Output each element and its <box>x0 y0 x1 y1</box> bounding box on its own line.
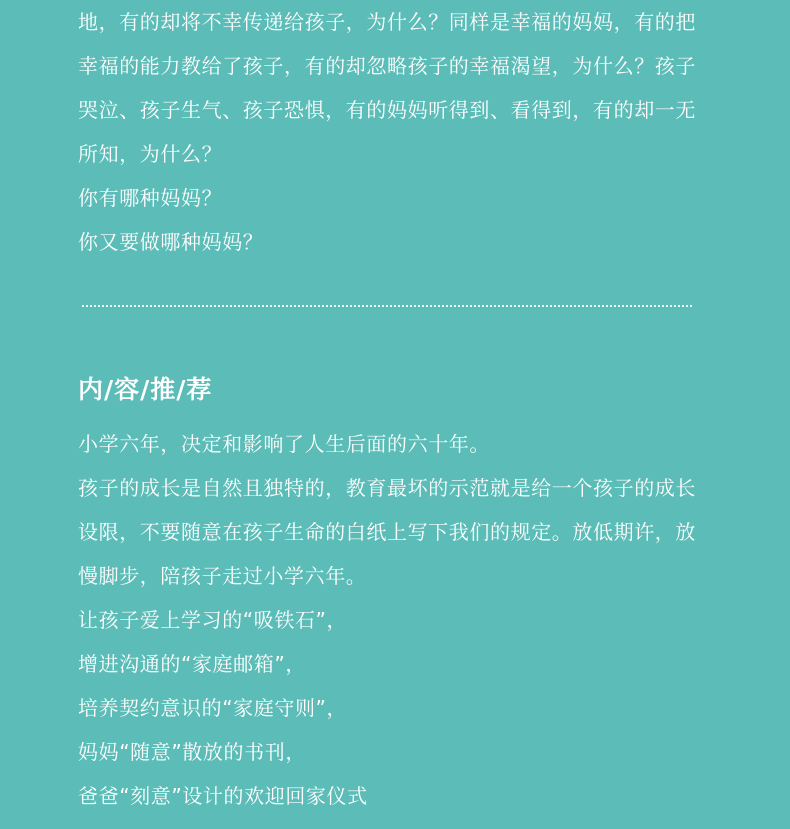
recommendation-line: 爸爸“刻意”设计的欢迎回家仪式 <box>78 784 368 808</box>
recommendation-line: 慢脚步，陪孩子走过小学六年。 <box>78 564 367 588</box>
section-title: 内/容/推/荐 <box>78 375 213 404</box>
recommendation-text <box>78 422 718 818</box>
intro-line: 幸福的能力教给了孩子，有的却忽略孩子的幸福渴望，为什么？孩子 <box>78 54 696 78</box>
intro-line: 你又要做哪种妈妈？ <box>78 230 264 254</box>
recommendation-line: 小学六年，决定和影响了人生后面的六十年。 <box>78 432 490 456</box>
recommendation-line: 孩子的成长是自然且独特的，教育最坏的示范就是给一个孩子的成长 <box>78 476 696 500</box>
intro-line: 哭泣、孩子生气、孩子恐惧，有的妈妈听得到、看得到，有的却一无 <box>78 98 696 122</box>
intro-line: 所知，为什么？ <box>78 142 223 166</box>
intro-text <box>78 0 718 264</box>
intro-line: 地，有的却将不幸传递给孩子，为什么？同样是幸福的妈妈，有的把 <box>78 10 696 34</box>
recommendation-line: 增进沟通的“家庭邮箱”， <box>78 652 306 676</box>
intro-line: 你有哪种妈妈？ <box>78 186 223 210</box>
recommendation-line: 让孩子爱上学习的“吸铁石”， <box>78 608 348 632</box>
dotted-divider <box>82 305 692 307</box>
recommendation-line: 培养契约意识的“家庭守则”， <box>78 696 348 720</box>
recommendation-line: 设限，不要随意在孩子生命的白纸上写下我们的规定。放低期许，放 <box>78 520 696 544</box>
recommendation-line: 妈妈“随意”散放的书刊， <box>78 740 306 764</box>
